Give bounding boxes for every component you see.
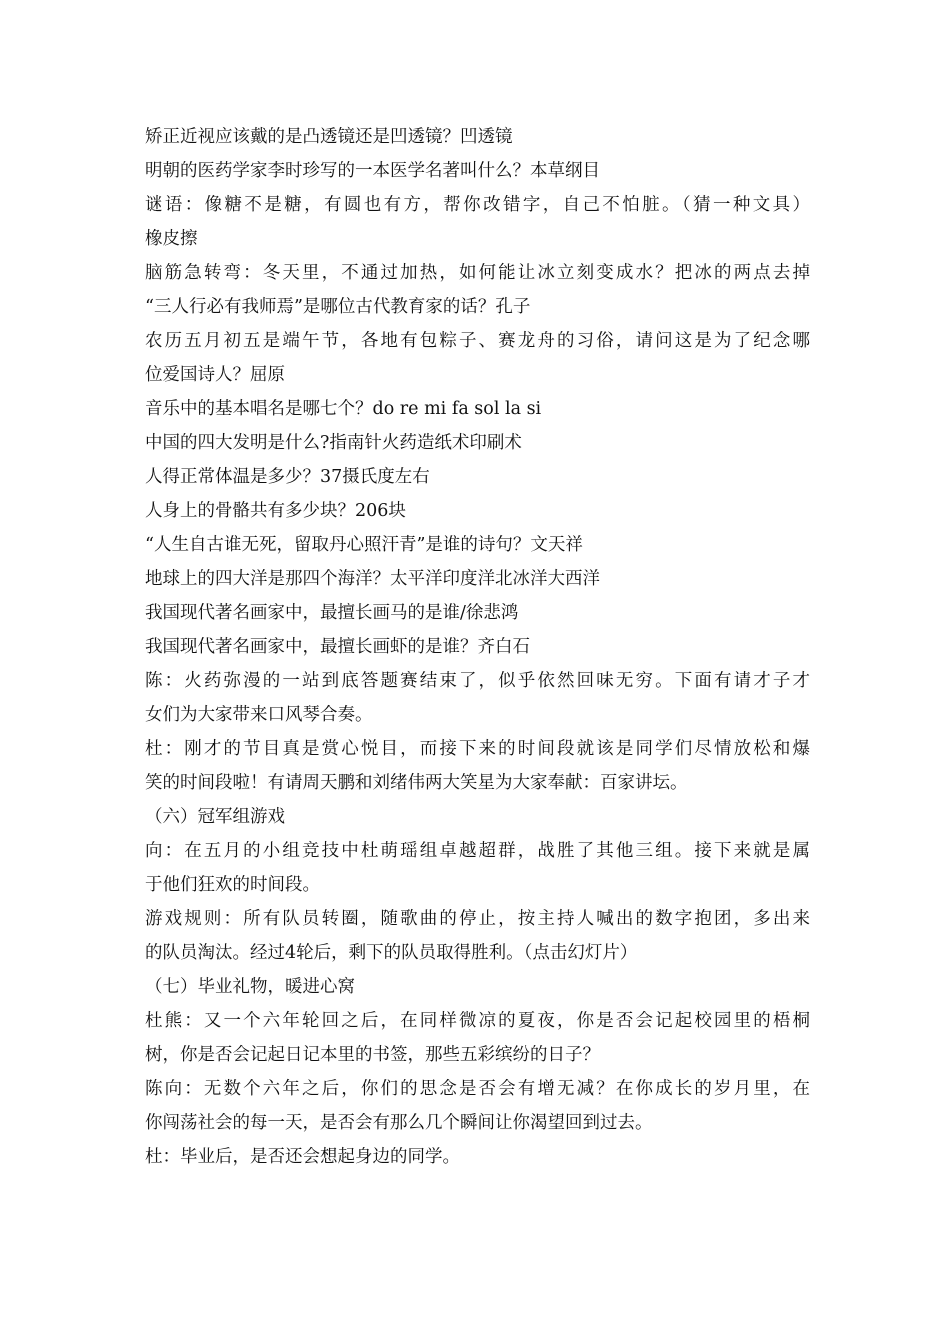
text-line: 农历五月初五是端午节，各地有包粽子、赛龙舟的习俗，请问这是为了纪念哪 (145, 331, 810, 351)
text-line: 位爱国诗人？屈原 (145, 365, 285, 385)
text-line: 脑筋急转弯：冬天里，不通过加热，如何能让冰立刻变成水？把冰的两点去掉 (145, 263, 810, 283)
text-line: 的队员淘汰。经过4轮后，剩下的队员取得胜利。（点击幻灯片） (145, 943, 638, 963)
text-line: 音乐中的基本唱名是哪七个？do re mi fa sol la si (145, 399, 542, 419)
text-line: 笑的时间段啦！有请周天鹏和刘绪伟两大笑星为大家奉献：百家讲坛。 (145, 773, 688, 793)
section-heading: （六）冠军组游戏 (145, 807, 285, 827)
text-line: 杜：刚才的节目真是赏心悦目，而接下来的时间段就该是同学们尽情放松和爆 (145, 739, 810, 759)
section-heading: （七）毕业礼物，暖进心窝 (145, 977, 355, 997)
document-page (145, 120, 810, 1174)
text-line: 人得正常体温是多少？37摄氏度左右 (145, 467, 430, 487)
text-line: 中国的四大发明是什么?指南针火药造纸术印刷术 (145, 433, 522, 453)
text-line: 我国现代著名画家中，最擅长画虾的是谁？齐白石 (145, 637, 530, 657)
text-line: 矫正近视应该戴的是凸透镜还是凹透镜？凹透镜 (145, 127, 513, 147)
text-line: 我国现代著名画家中，最擅长画马的是谁/徐悲鸿 (145, 603, 519, 623)
text-line: “三人行必有我师焉”是哪位古代教育家的话？孔子 (145, 297, 531, 317)
text-line: 谜语：像糖不是糖，有圆也有方，帮你改错字，自己不怕脏。（猜一种文具） (145, 195, 810, 215)
text-line: 树，你是否会记起日记本里的书签，那些五彩缤纷的日子？ (145, 1045, 600, 1065)
text-line: 人身上的骨骼共有多少块？206块 (145, 501, 406, 521)
text-line: 你闯荡社会的每一天，是否会有那么几个瞬间让你渴望回到过去。 (145, 1113, 653, 1133)
text-line: “人生自古谁无死，留取丹心照汗青”是谁的诗句？文天祥 (145, 535, 583, 555)
text-line: 橡皮擦 (145, 229, 198, 249)
text-line: 于他们狂欢的时间段。 (145, 875, 320, 895)
text-line: 杜熊：又一个六年轮回之后，在同样微凉的夏夜，你是否会记起校园里的梧桐 (145, 1011, 810, 1031)
text-line: 游戏规则：所有队员转圈，随歌曲的停止，按主持人喊出的数字抱团，多出来 (145, 909, 810, 929)
text-line: 明朝的医药学家李时珍写的一本医学名著叫什么？本草纲目 (145, 161, 600, 181)
text-line: 杜：毕业后，是否还会想起身边的同学。 (145, 1147, 460, 1167)
text-line: 地球上的四大洋是那四个海洋？太平洋印度洋北冰洋大西洋 (145, 569, 600, 589)
text-line: 女们为大家带来口风琴合奏。 (145, 705, 373, 725)
text-line: 向：在五月的小组竞技中杜萌瑶组卓越超群，战胜了其他三组。接下来就是属 (145, 841, 810, 861)
text-line: 陈：火药弥漫的一站到底答题赛结束了，似乎依然回味无穷。下面有请才子才 (145, 671, 810, 691)
text-line: 陈向：无数个六年之后，你们的思念是否会有增无减？在你成长的岁月里，在 (145, 1079, 810, 1099)
